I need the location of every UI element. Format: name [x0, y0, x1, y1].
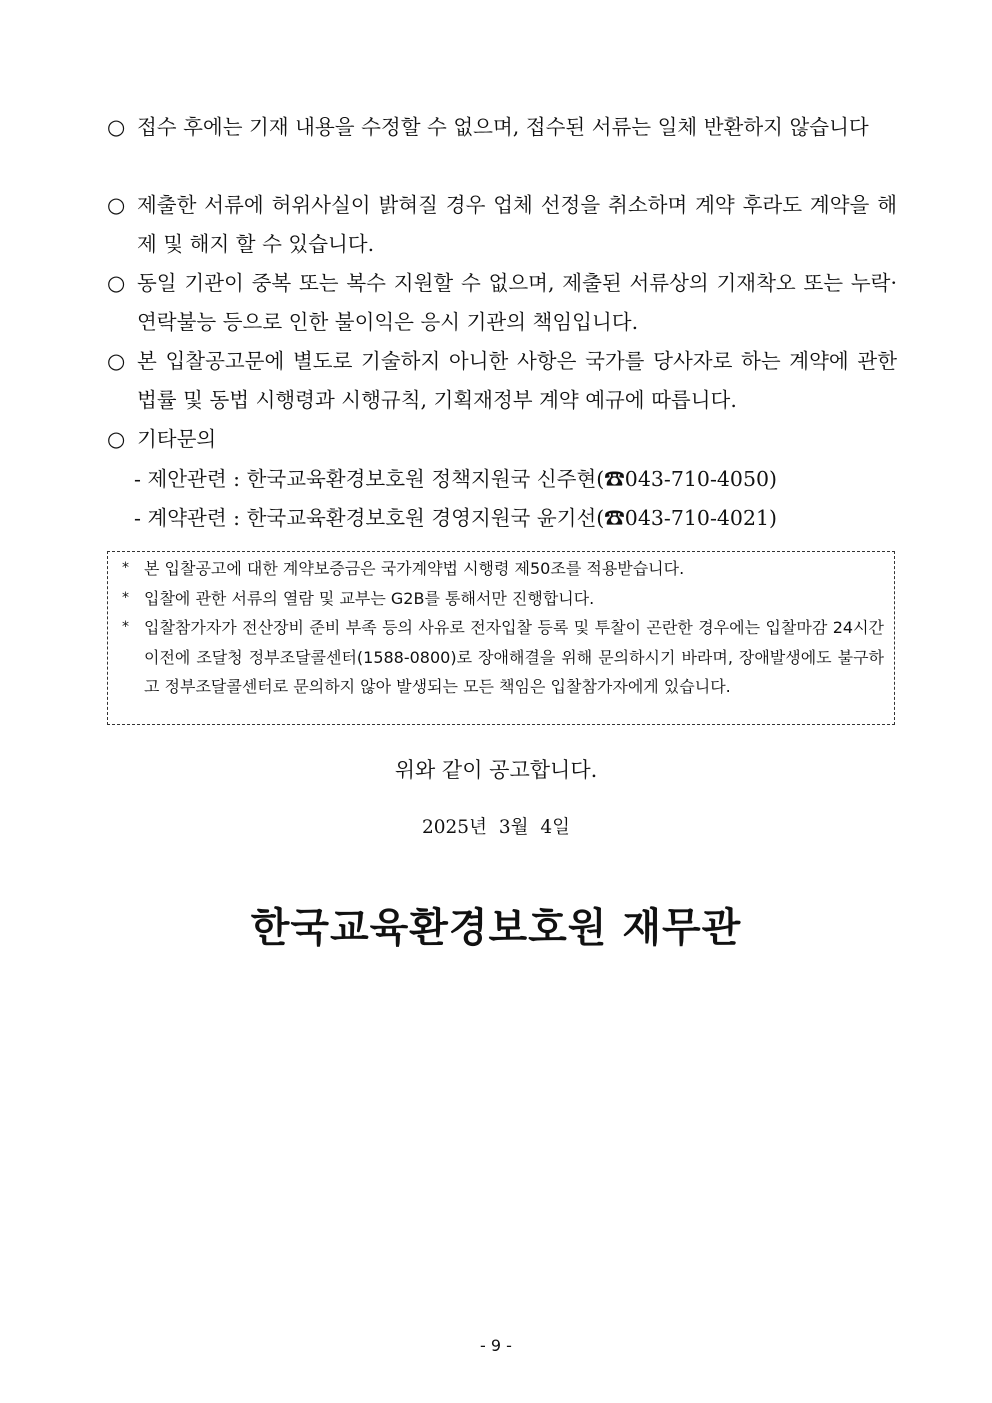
asterisk-icon: *: [122, 589, 129, 606]
organization-signature: 한국교육환경보호원 재무관: [250, 905, 742, 951]
circle-bullet-icon: ○: [107, 427, 126, 451]
notice-row-text: 입찰에 관한 서류의 열람 및 교부는 G2B를 통해서만 진행합니다.: [144, 588, 595, 608]
contact-proposal: - 제안관련 : 한국교육환경보호원 정책지원국 신주현(☎043-710-4050): [134, 467, 778, 491]
circle-bullet-icon: ○: [107, 193, 126, 217]
notice-item-text: 동일 기관이 중복 또는 복수 지원할 수 없으며, 제출된 서류상의 기재착오 또는 누락·연락불능 등으로 인한 불이익은 응시 기관의 책임입니다.: [137, 271, 897, 334]
notice-row-text: 본 입찰공고에 대한 계약보증금은 국가계약법 시행령 제50조를 적용받습니다.: [144, 559, 685, 578]
notice-item-2: [107, 186, 897, 264]
notice-item-1: [107, 108, 897, 147]
contact-contract: - 계약관련 : 한국교육환경보호원 경영지원국 윤기선(☎043-710-4021): [134, 506, 778, 530]
bid-notice-box: [107, 551, 895, 725]
notice-row: [122, 554, 884, 584]
circle-bullet-icon: ○: [107, 115, 126, 139]
notice-item-3: [107, 264, 897, 342]
notice-item-text: 접수 후에는 기재 내용을 수정할 수 없으며, 접수된 서류는 일체 반환하지 않습니다: [137, 115, 869, 139]
notice-item-text: 제출한 서류에 허위사실이 밝혀질 경우 업체 선정을 취소하며 계약 후라도 계약을 해제 및 해지 할 수 있습니다.: [137, 193, 897, 256]
notice-row-text: 입찰참가자가 전산장비 준비 부족 등의 사유로 전자입찰 등록 및 투찰이 곤란한 경우에는 입찰마감 24시간 이전에 조달청 정부조달콜센터(1588-0800)로 장애해결을 위해 문의하시기 바라며, 장애발생에도 불구하고 정부조달콜센터로 문의하지 않아 발생되는 모든 책임은 입찰참가자에게 있습니다.: [144, 618, 884, 696]
notice-row: [122, 613, 884, 702]
closing-statement: 위와 같이 공고합니다.: [394, 758, 598, 782]
notice-item-text: 기타문의: [137, 427, 217, 451]
page-number: - 9 -: [480, 1336, 512, 1355]
circle-bullet-icon: ○: [107, 349, 126, 373]
notice-item-5: [107, 420, 897, 459]
notice-row: [122, 584, 884, 614]
asterisk-icon: *: [122, 560, 129, 576]
notice-item-4: [107, 342, 897, 420]
circle-bullet-icon: ○: [107, 271, 126, 295]
asterisk-icon: *: [122, 619, 129, 635]
notice-item-text: 본 입찰공고문에 별도로 기술하지 아니한 사항은 국가를 당사자로 하는 계약에 관한 법률 및 동법 시행령과 시행규칙, 기획재정부 계약 예규에 따릅니다.: [137, 349, 897, 412]
announcement-date: 2025년 3월 4일: [422, 817, 570, 838]
